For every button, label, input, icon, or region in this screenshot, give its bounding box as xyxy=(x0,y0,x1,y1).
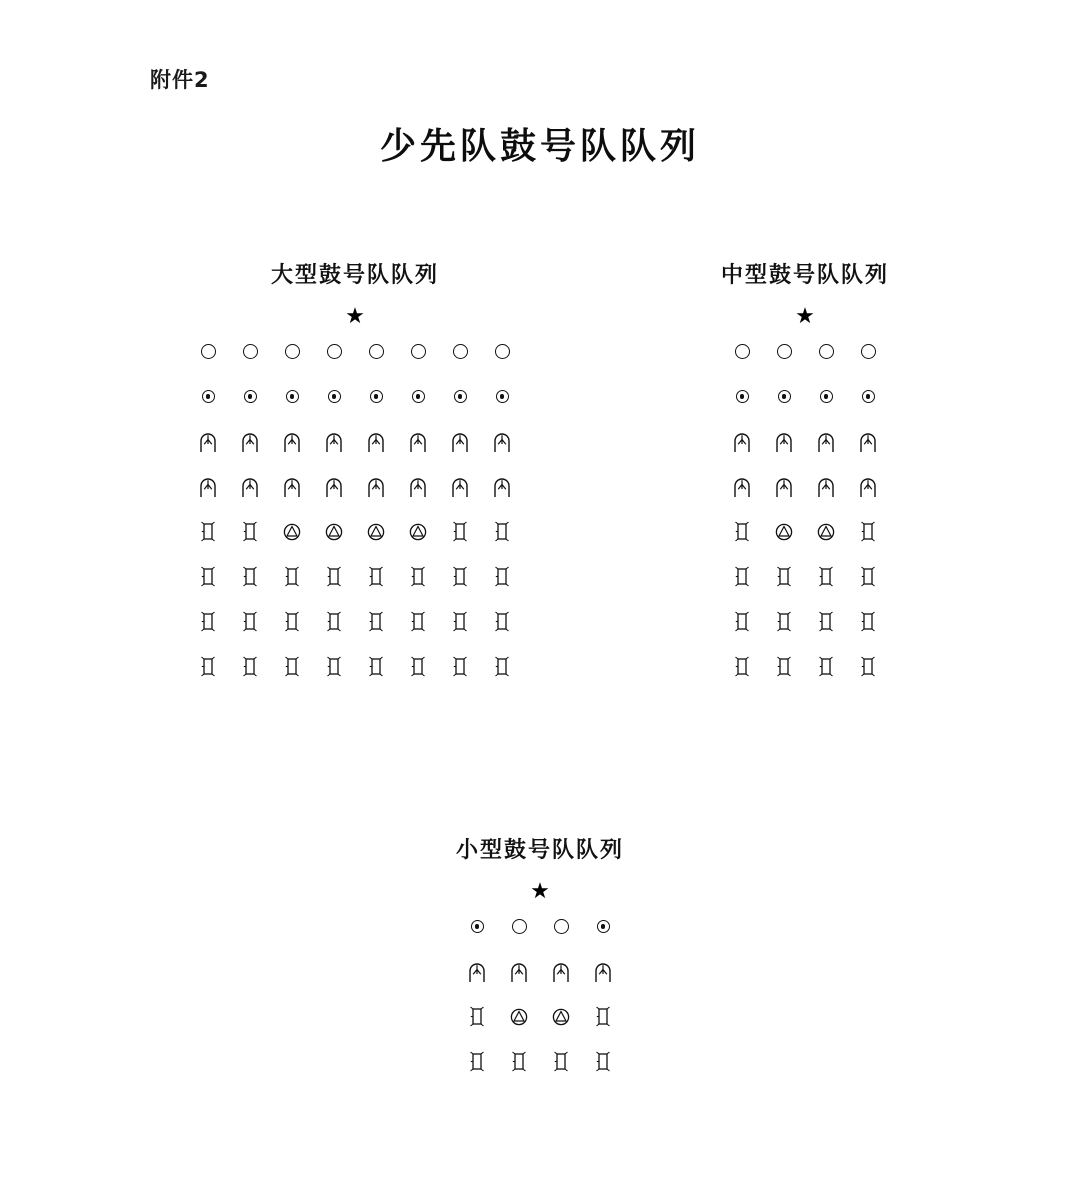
bugle-player-icon xyxy=(492,477,512,497)
formation-cell xyxy=(847,464,889,509)
formation-cell xyxy=(229,419,271,464)
side-drum-icon xyxy=(242,521,258,543)
side-drum-icon xyxy=(200,656,216,678)
bugle-player-icon xyxy=(198,432,218,452)
formation-cell xyxy=(805,464,847,509)
side-drum-icon xyxy=(242,656,258,678)
formation-cell xyxy=(355,419,397,464)
formation-block-large xyxy=(150,258,560,689)
side-drum-icon xyxy=(818,611,834,633)
formation-cell xyxy=(847,329,889,374)
bugle-player-icon xyxy=(198,477,218,497)
formation-cell xyxy=(763,419,805,464)
bass-drum-triangle-icon xyxy=(325,523,343,541)
side-drum-icon xyxy=(860,611,876,633)
side-drum-icon xyxy=(284,566,300,588)
circle-dot-icon xyxy=(202,390,215,403)
side-drum-icon xyxy=(452,611,468,633)
formation-cell xyxy=(229,554,271,599)
open-circle-icon xyxy=(285,344,300,359)
formation-cell xyxy=(481,599,523,644)
formation-cell xyxy=(313,554,355,599)
formation-cell xyxy=(540,949,582,994)
formation-cell xyxy=(439,374,481,419)
formation-cell xyxy=(481,509,523,554)
side-drum-icon xyxy=(860,656,876,678)
formation-row xyxy=(680,419,930,464)
block-title-large: 大型鼓号队队列 xyxy=(270,262,439,288)
bugle-player-icon xyxy=(324,432,344,452)
bugle-player-icon xyxy=(408,477,428,497)
formation-cell xyxy=(271,374,313,419)
formation-cell xyxy=(313,464,355,509)
formation-cell xyxy=(397,509,439,554)
formation-cell xyxy=(540,904,582,949)
bugle-player-icon xyxy=(774,477,794,497)
bugle-player-icon xyxy=(492,432,512,452)
bugle-player-icon xyxy=(450,477,470,497)
bugle-player-icon xyxy=(732,432,752,452)
formation-cell xyxy=(271,329,313,374)
formation-row xyxy=(150,599,560,644)
formation-cell xyxy=(187,464,229,509)
circle-dot-icon xyxy=(496,390,509,403)
open-circle-icon xyxy=(861,344,876,359)
block-title-medium: 中型鼓号队队列 xyxy=(720,262,889,288)
page-title: 少先队鼓号队队列 xyxy=(379,125,700,167)
side-drum-icon xyxy=(734,611,750,633)
formation-cell xyxy=(313,329,355,374)
side-drum-icon xyxy=(860,566,876,588)
formation-cell xyxy=(229,599,271,644)
open-circle-icon xyxy=(327,344,342,359)
formation-row xyxy=(415,994,665,1039)
formation-cell xyxy=(498,994,540,1039)
bugle-player-icon xyxy=(551,962,571,982)
formation-cell xyxy=(397,644,439,689)
formation-cell xyxy=(456,949,498,994)
bugle-player-icon xyxy=(509,962,529,982)
formation-row xyxy=(415,904,665,949)
formation-cell xyxy=(313,509,355,554)
open-circle-icon xyxy=(369,344,384,359)
star-marker-medium: ★ xyxy=(795,303,815,328)
formation-cell xyxy=(763,329,805,374)
bugle-player-icon xyxy=(774,432,794,452)
formation-cell xyxy=(763,599,805,644)
side-drum-icon xyxy=(452,521,468,543)
bugle-player-icon xyxy=(858,477,878,497)
open-circle-icon xyxy=(512,919,527,934)
side-drum-icon xyxy=(553,1051,569,1073)
formation-cell xyxy=(481,374,523,419)
formation-row xyxy=(150,419,560,464)
side-drum-icon xyxy=(469,1006,485,1028)
formation-cell xyxy=(229,644,271,689)
formation-cell xyxy=(271,644,313,689)
bugle-player-icon xyxy=(816,432,836,452)
side-drum-icon xyxy=(494,521,510,543)
circle-dot-icon xyxy=(778,390,791,403)
circle-dot-icon xyxy=(736,390,749,403)
side-drum-icon xyxy=(734,521,750,543)
formation-cell xyxy=(721,419,763,464)
formation-cell xyxy=(763,644,805,689)
side-drum-icon xyxy=(200,521,216,543)
open-circle-icon xyxy=(495,344,510,359)
formation-cell xyxy=(355,464,397,509)
formation-cell xyxy=(229,464,271,509)
bugle-player-icon xyxy=(366,432,386,452)
side-drum-icon xyxy=(511,1051,527,1073)
formation-cell xyxy=(397,464,439,509)
formation-cell xyxy=(847,374,889,419)
formation-cell xyxy=(847,509,889,554)
formation-cell xyxy=(847,419,889,464)
side-drum-icon xyxy=(200,611,216,633)
formation-block-small xyxy=(415,833,665,1084)
formation-cell xyxy=(313,599,355,644)
side-drum-icon xyxy=(368,566,384,588)
formation-row xyxy=(680,464,930,509)
side-drum-icon xyxy=(410,611,426,633)
side-drum-icon xyxy=(734,656,750,678)
formation-cell xyxy=(498,904,540,949)
formation-row xyxy=(680,554,930,599)
side-drum-icon xyxy=(284,656,300,678)
star-marker-small: ★ xyxy=(530,878,550,903)
side-drum-icon xyxy=(860,521,876,543)
open-circle-icon xyxy=(777,344,792,359)
side-drum-icon xyxy=(818,656,834,678)
formation-cell xyxy=(439,554,481,599)
formation-cell xyxy=(721,599,763,644)
bass-drum-triangle-icon xyxy=(775,523,793,541)
formation-cell xyxy=(763,374,805,419)
formation-cell xyxy=(271,554,313,599)
formation-cell xyxy=(847,554,889,599)
formation-cell xyxy=(271,419,313,464)
open-circle-icon xyxy=(201,344,216,359)
formation-cell xyxy=(805,644,847,689)
bugle-player-icon xyxy=(593,962,613,982)
side-drum-icon xyxy=(410,566,426,588)
formation-grid-medium xyxy=(680,329,930,689)
formation-cell xyxy=(456,904,498,949)
formation-cell xyxy=(763,464,805,509)
formation-row xyxy=(150,509,560,554)
bugle-player-icon xyxy=(450,432,470,452)
formation-cell xyxy=(847,599,889,644)
formation-cell xyxy=(763,554,805,599)
circle-dot-icon xyxy=(862,390,875,403)
formation-cell xyxy=(229,374,271,419)
formation-cell xyxy=(763,509,805,554)
side-drum-icon xyxy=(595,1051,611,1073)
bugle-player-icon xyxy=(816,477,836,497)
formation-cell xyxy=(397,419,439,464)
open-circle-icon xyxy=(819,344,834,359)
formation-cell xyxy=(355,329,397,374)
bass-drum-triangle-icon xyxy=(409,523,427,541)
formation-cell xyxy=(721,329,763,374)
attachment-label: 附件2 xyxy=(150,68,210,92)
bugle-player-icon xyxy=(858,432,878,452)
bass-drum-triangle-icon xyxy=(283,523,301,541)
formation-cell xyxy=(439,329,481,374)
formation-cell xyxy=(582,994,624,1039)
formation-block-medium xyxy=(680,258,930,689)
formation-cell xyxy=(187,374,229,419)
formation-cell xyxy=(805,374,847,419)
star-marker-large: ★ xyxy=(345,303,365,328)
formation-cell xyxy=(313,374,355,419)
formation-cell xyxy=(397,554,439,599)
formation-cell xyxy=(582,949,624,994)
side-drum-icon xyxy=(242,566,258,588)
open-circle-icon xyxy=(411,344,426,359)
side-drum-icon xyxy=(776,611,792,633)
formation-grid-small xyxy=(415,904,665,1084)
side-drum-icon xyxy=(326,566,342,588)
bass-drum-triangle-icon xyxy=(817,523,835,541)
bugle-player-icon xyxy=(240,477,260,497)
side-drum-icon xyxy=(284,611,300,633)
formation-cell xyxy=(721,374,763,419)
formation-cell xyxy=(805,554,847,599)
circle-dot-icon xyxy=(412,390,425,403)
formation-cell xyxy=(481,464,523,509)
formation-cell xyxy=(355,644,397,689)
bugle-player-icon xyxy=(324,477,344,497)
bass-drum-triangle-icon xyxy=(552,1008,570,1026)
formation-cell xyxy=(582,904,624,949)
formation-row xyxy=(150,644,560,689)
formation-cell xyxy=(721,554,763,599)
open-circle-icon xyxy=(735,344,750,359)
formation-cell xyxy=(439,644,481,689)
formation-cell xyxy=(481,329,523,374)
side-drum-icon xyxy=(452,566,468,588)
formation-cell xyxy=(721,644,763,689)
formation-cell xyxy=(847,644,889,689)
formation-row xyxy=(680,329,930,374)
formation-cell xyxy=(582,1039,624,1084)
bugle-player-icon xyxy=(282,477,302,497)
formation-cell xyxy=(355,554,397,599)
side-drum-icon xyxy=(469,1051,485,1073)
circle-dot-icon xyxy=(370,390,383,403)
formation-row xyxy=(150,464,560,509)
formation-cell xyxy=(187,554,229,599)
formation-cell xyxy=(439,509,481,554)
formation-row xyxy=(150,329,560,374)
formation-cell xyxy=(229,509,271,554)
side-drum-icon xyxy=(494,566,510,588)
formation-grid-large xyxy=(150,329,560,689)
formation-cell xyxy=(355,599,397,644)
circle-dot-icon xyxy=(244,390,257,403)
formation-cell xyxy=(456,1039,498,1084)
open-circle-icon xyxy=(243,344,258,359)
formation-cell xyxy=(271,509,313,554)
formation-row xyxy=(680,374,930,419)
formation-cell xyxy=(397,329,439,374)
side-drum-icon xyxy=(776,656,792,678)
formation-row xyxy=(415,1039,665,1084)
formation-cell xyxy=(456,994,498,1039)
bugle-player-icon xyxy=(240,432,260,452)
formation-row xyxy=(150,554,560,599)
circle-dot-icon xyxy=(286,390,299,403)
block-title-small: 小型鼓号队队列 xyxy=(455,837,624,863)
formation-cell xyxy=(187,509,229,554)
side-drum-icon xyxy=(818,566,834,588)
side-drum-icon xyxy=(734,566,750,588)
formation-cell xyxy=(481,554,523,599)
formation-row xyxy=(415,949,665,994)
formation-cell xyxy=(187,644,229,689)
side-drum-icon xyxy=(595,1006,611,1028)
formation-cell xyxy=(481,419,523,464)
bass-drum-triangle-icon xyxy=(367,523,385,541)
side-drum-icon xyxy=(326,611,342,633)
formation-cell xyxy=(271,464,313,509)
circle-dot-icon xyxy=(820,390,833,403)
formation-cell xyxy=(540,994,582,1039)
formation-row xyxy=(150,374,560,419)
formation-cell xyxy=(355,509,397,554)
formation-cell xyxy=(439,464,481,509)
formation-cell xyxy=(439,599,481,644)
formation-cell xyxy=(313,644,355,689)
formation-cell xyxy=(313,419,355,464)
side-drum-icon xyxy=(242,611,258,633)
side-drum-icon xyxy=(326,656,342,678)
formation-cell xyxy=(187,599,229,644)
side-drum-icon xyxy=(452,656,468,678)
side-drum-icon xyxy=(200,566,216,588)
formation-cell xyxy=(721,509,763,554)
side-drum-icon xyxy=(494,656,510,678)
circle-dot-icon xyxy=(471,920,484,933)
formation-cell xyxy=(805,419,847,464)
bugle-player-icon xyxy=(467,962,487,982)
formation-row xyxy=(680,599,930,644)
bugle-player-icon xyxy=(366,477,386,497)
formation-cell xyxy=(397,374,439,419)
formation-cell xyxy=(187,419,229,464)
side-drum-icon xyxy=(368,611,384,633)
circle-dot-icon xyxy=(597,920,610,933)
formation-cell xyxy=(355,374,397,419)
bugle-player-icon xyxy=(408,432,428,452)
formation-cell xyxy=(540,1039,582,1084)
circle-dot-icon xyxy=(328,390,341,403)
formation-cell xyxy=(498,949,540,994)
side-drum-icon xyxy=(410,656,426,678)
bugle-player-icon xyxy=(732,477,752,497)
formation-cell xyxy=(805,329,847,374)
formation-cell xyxy=(229,329,271,374)
formation-cell xyxy=(481,644,523,689)
formation-cell xyxy=(805,509,847,554)
side-drum-icon xyxy=(368,656,384,678)
formation-cell xyxy=(439,419,481,464)
open-circle-icon xyxy=(554,919,569,934)
formation-cell xyxy=(397,599,439,644)
open-circle-icon xyxy=(453,344,468,359)
formation-row xyxy=(680,509,930,554)
side-drum-icon xyxy=(494,611,510,633)
formation-cell xyxy=(271,599,313,644)
formation-row xyxy=(680,644,930,689)
formation-cell xyxy=(187,329,229,374)
circle-dot-icon xyxy=(454,390,467,403)
formation-cell xyxy=(805,599,847,644)
bass-drum-triangle-icon xyxy=(510,1008,528,1026)
formation-cell xyxy=(721,464,763,509)
formation-cell xyxy=(498,1039,540,1084)
bugle-player-icon xyxy=(282,432,302,452)
side-drum-icon xyxy=(776,566,792,588)
